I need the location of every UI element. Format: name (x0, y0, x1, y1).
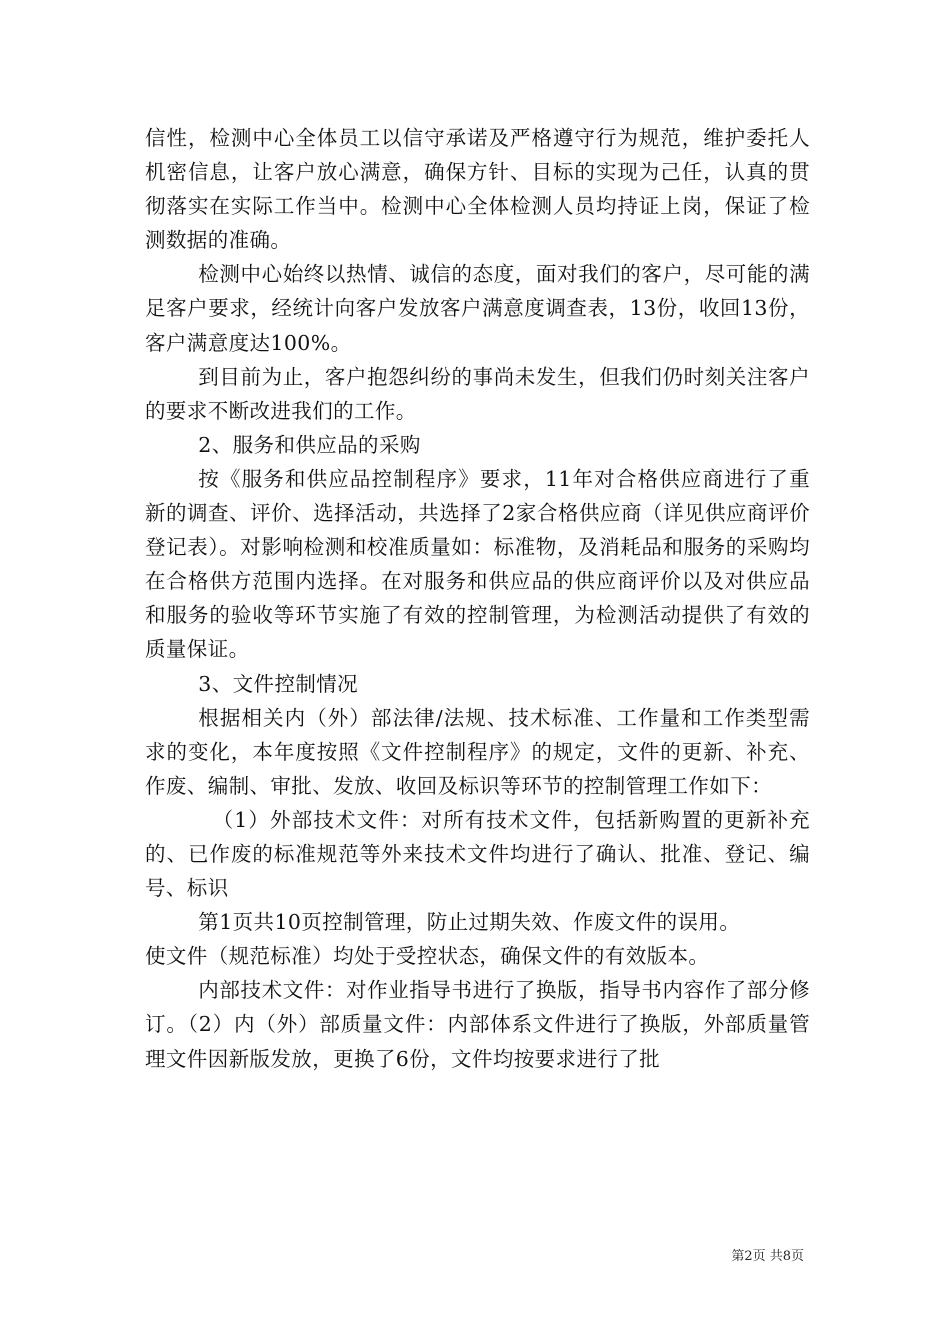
paragraph-external-technical-docs: （1）外部技术文件：对所有技术文件，包括新购置的更新补充的、已作废的标准规范等外来技术文件均进行了确认、批准、登记、编号、标识 (145, 807, 810, 901)
page-number-footer: 第2页 共8页 (731, 1249, 804, 1264)
paragraph-procurement: 按《服务和供应品控制程序》要求，11年对合格供应商进行了重新的调查、评价、选择活动，共选择了2家合格供应商（详见供应商评价登记表）。对影响检测和校准质量如：标准物，及消耗品和服务的采购均在合格供方范围内选择。在对服务和供应品的供应商评价以及对供应品和服务的验收等环节实施了有效的控制管理，为检测活动提供了有效的质量保证。 (145, 466, 810, 662)
paragraph-controlled-state: 使文件（规范标准）均处于受控状态，确保文件的有效版本。 (145, 944, 710, 969)
paragraph-document-control: 根据相关内（外）部法律/法规、技术标准、工作量和工作类型需求的变化，本年度按照《文件控制程序》的规定，文件的更新、补充、作废、编制、审批、发放、收回及标识等环节的控制管理工作如下： (145, 705, 810, 798)
section-heading-document-control: 3、文件控制情况 (198, 671, 359, 696)
paragraph-internal-technical-docs: 内部技术文件：对作业指导书进行了换版，指导书内容作了部分修订。（2）内（外）部质量文件：内部体系文件进行了换版，外部质量管理文件因新版发放，更换了6份，文件均按要求进行了批 (145, 978, 810, 1071)
document-body (145, 121, 810, 1076)
paragraph-continuation: 信性，检测中心全体员工以信守承诺及严格遵守行为规范，维护委托人机密信息，让客户放心满意，确保方针、目标的实现为己任，认真的贯彻落实在实际工作当中。检测中心全体检测人员均持证上岗，保证了检测数据的准确。 (145, 126, 810, 253)
paragraph-complaints: 到目前为止，客户抱怨纠纷的事尚未发生，但我们仍时刻关注客户的要求不断改进我们的工作。 (145, 364, 810, 423)
section-heading-procurement: 2、服务和供应品的采购 (198, 432, 421, 457)
paragraph-customer-satisfaction: 检测中心始终以热情、诚信的态度，面对我们的客户，尽可能的满足客户要求，经统计向客户发放客户满意度调查表，13份，收回13份，客户满意度达100%。 (145, 262, 810, 355)
paragraph-control-management: 第1页共10页控制管理，防止过期失效、作废文件的误用。 (198, 910, 741, 935)
